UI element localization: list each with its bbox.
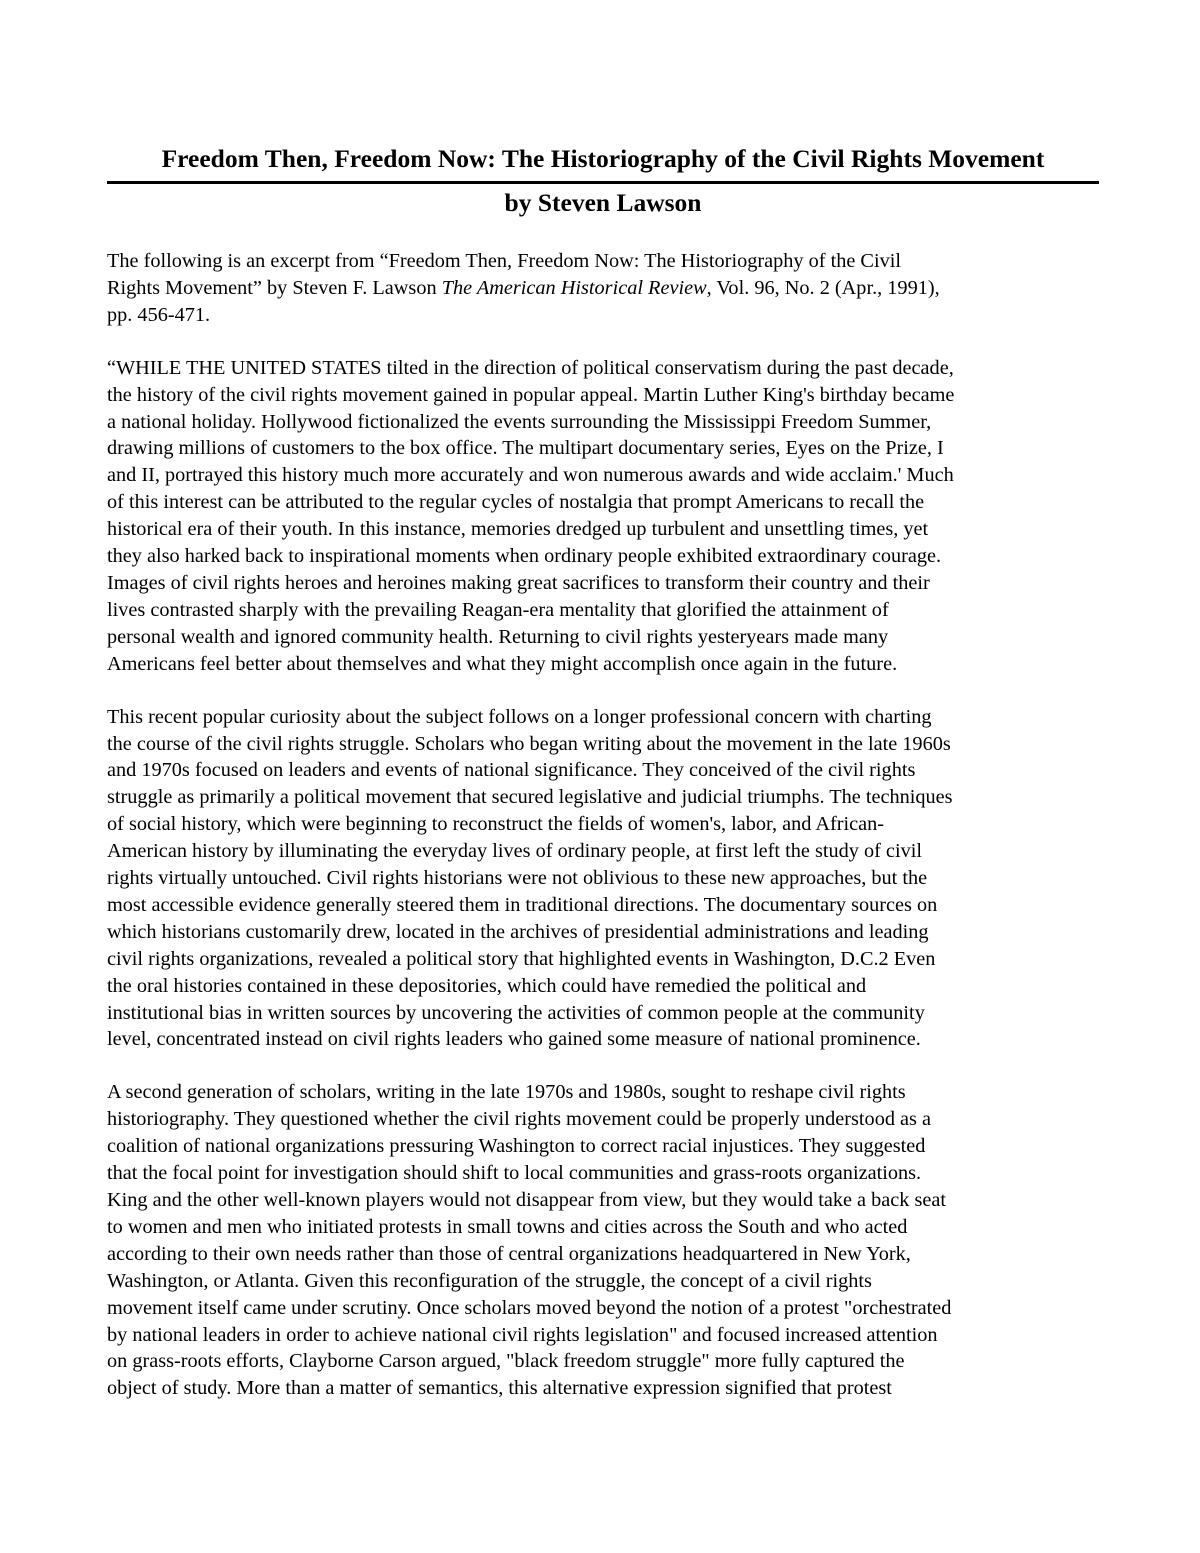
paragraph-line: coalition of national organizations pressuring Washington to correct racial injustices. They suggested	[107, 1135, 926, 1158]
paragraph-line: This recent popular curiosity about the subject follows on a longer professional concern with charting	[107, 705, 932, 728]
paragraph-line: the history of the civil rights movement gained in popular appeal. Martin Luther King's birthday became	[107, 383, 955, 406]
paragraph-line: rights virtually untouched. Civil rights historians were not oblivious to these new approaches, but the	[107, 867, 928, 890]
body-paragraph-1	[107, 355, 1099, 678]
body-paragraph-3	[107, 1079, 1099, 1402]
intro-paragraph	[107, 248, 1099, 329]
intro-text: , Vol. 96, No. 2 (Apr., 1991),	[706, 276, 940, 299]
paragraph-line: American history by illuminating the everyday lives of ordinary people, at first left the study of civil	[107, 840, 922, 863]
paragraph-line: Washington, or Atlanta. Given this reconfiguration of the struggle, the concept of a civil rights	[107, 1269, 872, 1292]
paragraph-line: that the focal point for investigation should shift to local communities and grass-roots organizations.	[107, 1162, 922, 1185]
paragraph-line: which historians customarily drew, located in the archives of presidential administrations and leading	[107, 920, 929, 943]
paragraph-line: the course of the civil rights struggle. Scholars who began writing about the movement in the late 1960s	[107, 732, 951, 755]
paragraph-line: King and the other well-known players would not disappear from view, but they would take a back seat	[107, 1189, 946, 1211]
paragraph-line: on grass-roots efforts, Clayborne Carson argued, "black freedom struggle" more fully captured the	[107, 1350, 905, 1373]
paragraph-line: Americans feel better about themselves and what they might accomplish once again in the future.	[107, 652, 898, 675]
paragraph-line: level, concentrated instead on civil rights leaders who gained some measure of national prominence.	[107, 1028, 921, 1051]
paragraph-line: of social history, which were beginning to reconstruct the fields of women's, labor, and African-	[107, 813, 885, 836]
author-line: by Steven Lawson	[504, 188, 702, 217]
paragraph-line: to women and men who initiated protests in small towns and cities across the South and who acted	[107, 1215, 908, 1238]
paragraph-line: most accessible evidence generally steered them in traditional directions. The documentary sources on	[107, 893, 938, 916]
intro-line: pp. 456-471.	[107, 303, 211, 326]
body-paragraph-2	[107, 704, 1099, 1054]
paragraph-line: object of study. More than a matter of semantics, this alternative expression signified that protest	[107, 1377, 892, 1400]
paragraph-line: historical era of their youth. In this instance, memories dredged up turbulent and unsettling times, yet	[107, 518, 929, 541]
paragraph-line: by national leaders in order to achieve national civil rights legislation" and focused increased attention	[107, 1323, 938, 1346]
paragraph-line: they also harked back to inspirational moments when ordinary people exhibited extraordinary courage.	[107, 545, 942, 568]
paragraph-line: and 1970s focused on leaders and events of national significance. They conceived of the civil rights	[107, 759, 916, 782]
intro-line	[107, 275, 1099, 302]
paragraph-line: and II, portrayed this history much more accurately and won numerous awards and wide acclaim.' Much	[107, 464, 954, 487]
paragraph-line: of this interest can be attributed to the regular cycles of nostalgia that prompt Americans to recall the	[107, 491, 925, 514]
paragraph-line: struggle as primarily a political movement that secured legislative and judicial triumphs. The techniques	[107, 786, 953, 809]
paragraph-line: A second generation of scholars, writing in the late 1970s and 1980s, sought to reshape civil rights	[107, 1081, 906, 1104]
paragraph-line: Images of civil rights heroes and heroines making great sacrifices to transform their country and their	[107, 571, 930, 594]
paragraph-line: movement itself came under scrutiny. Once scholars moved beyond the notion of a protest "orchestrated	[107, 1296, 952, 1319]
paragraph-line: lives contrasted sharply with the prevailing Reagan-era mentality that glorified the attainment of	[107, 598, 889, 621]
paragraph-line: civil rights organizations, revealed a political story that highlighted events in Washington, D.C.2 Even	[107, 947, 936, 970]
document-title: Freedom Then, Freedom Now: The Historiography of the Civil Rights Movement	[107, 143, 1099, 184]
intro-line: The following is an excerpt from “Freedom Then, Freedom Now: The Historiography of the Civil	[107, 250, 901, 272]
paragraph-line: the oral histories contained in these depositories, which could have remedied the political and	[107, 974, 867, 997]
paragraph-line: “WHILE THE UNITED STATES tilted in the direction of political conservatism during the past decade,	[107, 356, 954, 379]
journal-title: The American Historical Review	[441, 276, 707, 299]
paragraph-line: a national holiday. Hollywood fictionalized the events surrounding the Mississippi Freedom Summer,	[107, 410, 932, 433]
paragraph-line: drawing millions of customers to the box office. The multipart documentary series, Eyes on the Prize, I	[107, 437, 944, 460]
paragraph-line: institutional bias in written sources by uncovering the activities of common people at the community	[107, 1001, 925, 1024]
paragraph-line: according to their own needs rather than those of central organizations headquartered in New York,	[107, 1242, 911, 1265]
paragraph-line: personal wealth and ignored community health. Returning to civil rights yesteryears made many	[107, 625, 889, 648]
document-page	[107, 143, 1099, 1402]
intro-text: Rights Movement” by Steven F. Lawson	[107, 276, 442, 299]
paragraph-line: historiography. They questioned whether the civil rights movement could be properly understood as a	[107, 1108, 932, 1131]
